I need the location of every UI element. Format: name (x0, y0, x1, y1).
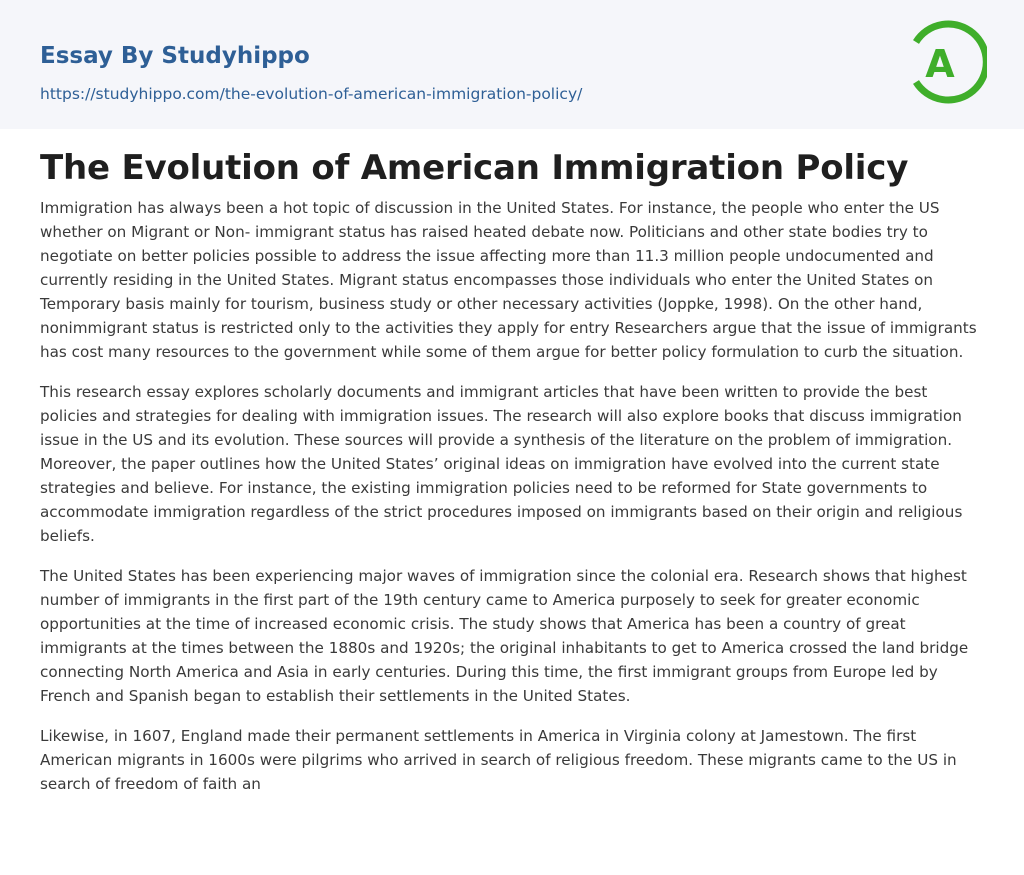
source-url-link[interactable]: https://studyhippo.com/the-evolution-of-american-immigration-policy/ (40, 85, 583, 103)
essay-content (40, 140, 986, 812)
essay-paragraph-4: Likewise, in 1607, England made their permanent settlements in America in Virginia colony at Jamestown. The first American migrants in 1600s were pilgrims who arrived in search of religious freedom. These migrants came to the US in search of freedom of faith an (40, 727, 957, 793)
essay-paragraph-2: This research essay explores scholarly documents and immigrant articles that have been written to provide the best policies and strategies for dealing with immigration issues. The research will also explore books that discuss immigration issue in the US and its evolution. These sources will provide a synthesis of the literature on the problem of immigration. Moreover, the paper outlines how the United States’ original ideas on immigration have evolved into the current state strategies and believe. For instance, the existing immigration policies need to be reformed for State governments to accommodate immigration regardless of the strict procedures imposed on immigrants based on their origin and religious beliefs. (40, 383, 963, 545)
essay-body (40, 196, 986, 796)
logo-letter: A (925, 42, 955, 86)
studyhippo-logo[interactable] (911, 18, 987, 106)
essay-paragraph-3: The United States has been experiencing major waves of immigration since the colonial era. Research shows that highest number of immigrants in the first part of the 19th century came to America purposely to seek for greater economic opportunities at the time of increased economic crisis. The study shows that America has been a country of great immigrants at the times between the 1880s and 1920s; the original inhabitants to get to America crossed the land bridge connecting North America and Asia in early centuries. During this time, the first immigrant groups from Europe led by French and Spanish began to establish their settlements in the United States. (40, 567, 969, 705)
site-header (0, 0, 1024, 129)
brand-title[interactable]: Essay By Studyhippo (40, 43, 310, 69)
logo-a-icon (911, 18, 987, 106)
essay-paragraph-1: Immigration has always been a hot topic of discussion in the United States. For instance, the people who enter the US whether on Migrant or Non- immigrant status has raised heated debate now. Politicians and other state bodies try to negotiate on better policies possible to address the issue affecting more than 11.3 million people undocumented and currently residing in the United States. Migrant status encompasses those individuals who enter the United States on Temporary basis mainly for tourism, business study or other necessary activities (Joppke, 1998). On the other hand, nonimmigrant status is restricted only to the activities they apply for entry Researchers argue that the issue of immigrants has cost many resources to the government while some of them argue for better policy formulation to curb the situation. (40, 199, 977, 361)
essay-title: The Evolution of American Immigration Policy (40, 148, 909, 188)
